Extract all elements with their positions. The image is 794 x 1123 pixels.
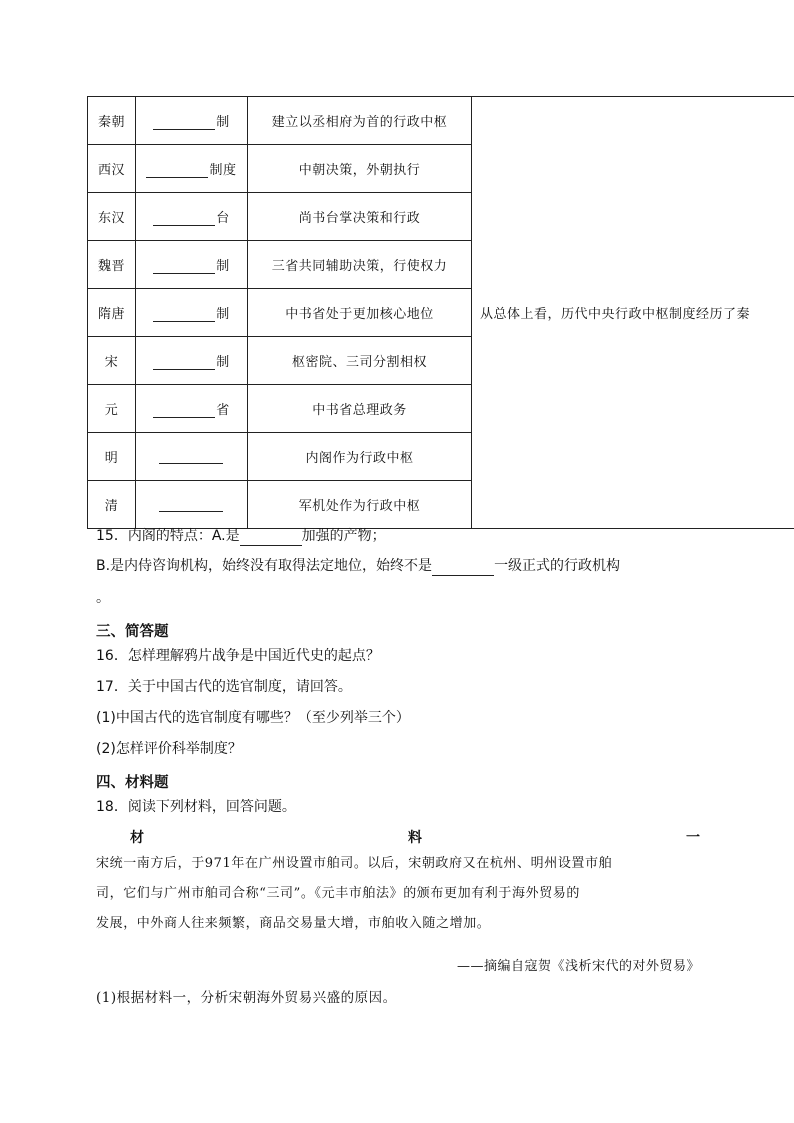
question-15-line2: B.是内侍咨询机构，始终没有取得法定地位，始终不是 一级正式的行政机构 — [96, 558, 621, 574]
material-text — [96, 849, 700, 939]
question-16: 16．怎样理解鸦片战争是中国近代史的起点？ — [96, 648, 380, 664]
system-suffix: 台 — [216, 211, 230, 226]
answer-blank[interactable] — [159, 450, 223, 464]
system-cell — [136, 289, 248, 337]
material-line: 司，它们与广州市舶司合称“三司”。《元丰市舶法》的颁布更加有利于海外贸易的 — [96, 886, 580, 901]
question-15-line3: 。 — [96, 590, 110, 606]
dynasty-table — [87, 96, 794, 529]
system-suffix: 制度 — [209, 163, 237, 178]
dynasty-cell: 魏晋 — [88, 241, 136, 289]
question-17-part-2: (2)怎样评价科举制度？ — [96, 741, 242, 757]
system-cell — [136, 481, 248, 529]
function-cell: 建立以丞相府为首的行政中枢 — [248, 97, 472, 145]
material-source: ——摘编自寇贺《浅析宋代的对外贸易》 — [456, 959, 700, 974]
system-suffix: 省 — [216, 403, 230, 418]
question-15-line1: 15．内阁的特点：A.是 加强的产物； — [96, 528, 386, 544]
system-suffix: 制 — [216, 115, 230, 130]
dynasty-cell: 东汉 — [88, 193, 136, 241]
system-suffix: 制 — [216, 259, 230, 274]
question-17: 17．关于中国古代的选官制度，请回答。 — [96, 679, 352, 695]
question-17-part-1: (1)中国古代的选官制度有哪些？（至少列举三个） — [96, 710, 410, 726]
answer-blank[interactable] — [153, 116, 215, 130]
system-suffix: 制 — [216, 355, 230, 370]
answer-blank[interactable] — [153, 308, 215, 322]
question-18-part-1: (1)根据材料一，分析宋朝海外贸易兴盛的原因。 — [96, 990, 397, 1006]
dynasty-cell: 隋唐 — [88, 289, 136, 337]
dynasty-cell: 元 — [88, 385, 136, 433]
system-cell — [136, 337, 248, 385]
material-title: 材 料 一 — [130, 830, 700, 846]
function-cell: 中书省总理政务 — [248, 385, 472, 433]
section-3-heading: 三、简答题 — [96, 624, 169, 640]
function-cell: 内阁作为行政中枢 — [248, 433, 472, 481]
answer-blank[interactable] — [159, 498, 223, 512]
system-suffix: 制 — [216, 307, 230, 322]
system-cell — [136, 193, 248, 241]
dynasty-cell: 明 — [88, 433, 136, 481]
table-row — [88, 97, 794, 145]
function-cell: 三省共同辅助决策，行使权力 — [248, 241, 472, 289]
question-18: 18．阅读下列材料，回答问题。 — [96, 799, 296, 815]
answer-blank[interactable] — [240, 530, 302, 546]
system-cell — [136, 97, 248, 145]
answer-blank[interactable] — [432, 560, 494, 576]
system-cell — [136, 145, 248, 193]
material-line: 发展，中外商人往来频繁，商品交易量大增，市舶收入随之增加。 — [96, 916, 491, 931]
system-cell — [136, 433, 248, 481]
function-cell: 中书省处于更加核心地位 — [248, 289, 472, 337]
answer-blank[interactable] — [153, 356, 215, 370]
function-cell: 枢密院、三司分割相权 — [248, 337, 472, 385]
section-4-heading: 四、材料题 — [96, 775, 169, 791]
function-cell: 军机处作为行政中枢 — [248, 481, 472, 529]
material-line: 宋统一南方后，于971年在广州设置市舶司。以后，宋朝政府又在杭州、明州设置市舶 — [96, 856, 613, 871]
answer-blank[interactable] — [153, 404, 215, 418]
function-cell: 尚书台掌决策和行政 — [248, 193, 472, 241]
system-cell — [136, 241, 248, 289]
dynasty-cell: 秦朝 — [88, 97, 136, 145]
answer-blank[interactable] — [153, 212, 215, 226]
dynasty-cell: 宋 — [88, 337, 136, 385]
system-cell — [136, 385, 248, 433]
dynasty-cell: 清 — [88, 481, 136, 529]
dynasty-cell: 西汉 — [88, 145, 136, 193]
answer-blank[interactable] — [153, 260, 215, 274]
answer-blank[interactable] — [146, 164, 208, 178]
summary-cell: 从总体上看，历代中央行政中枢制度经历了秦 — [472, 97, 794, 529]
function-cell: 中朝决策，外朝执行 — [248, 145, 472, 193]
